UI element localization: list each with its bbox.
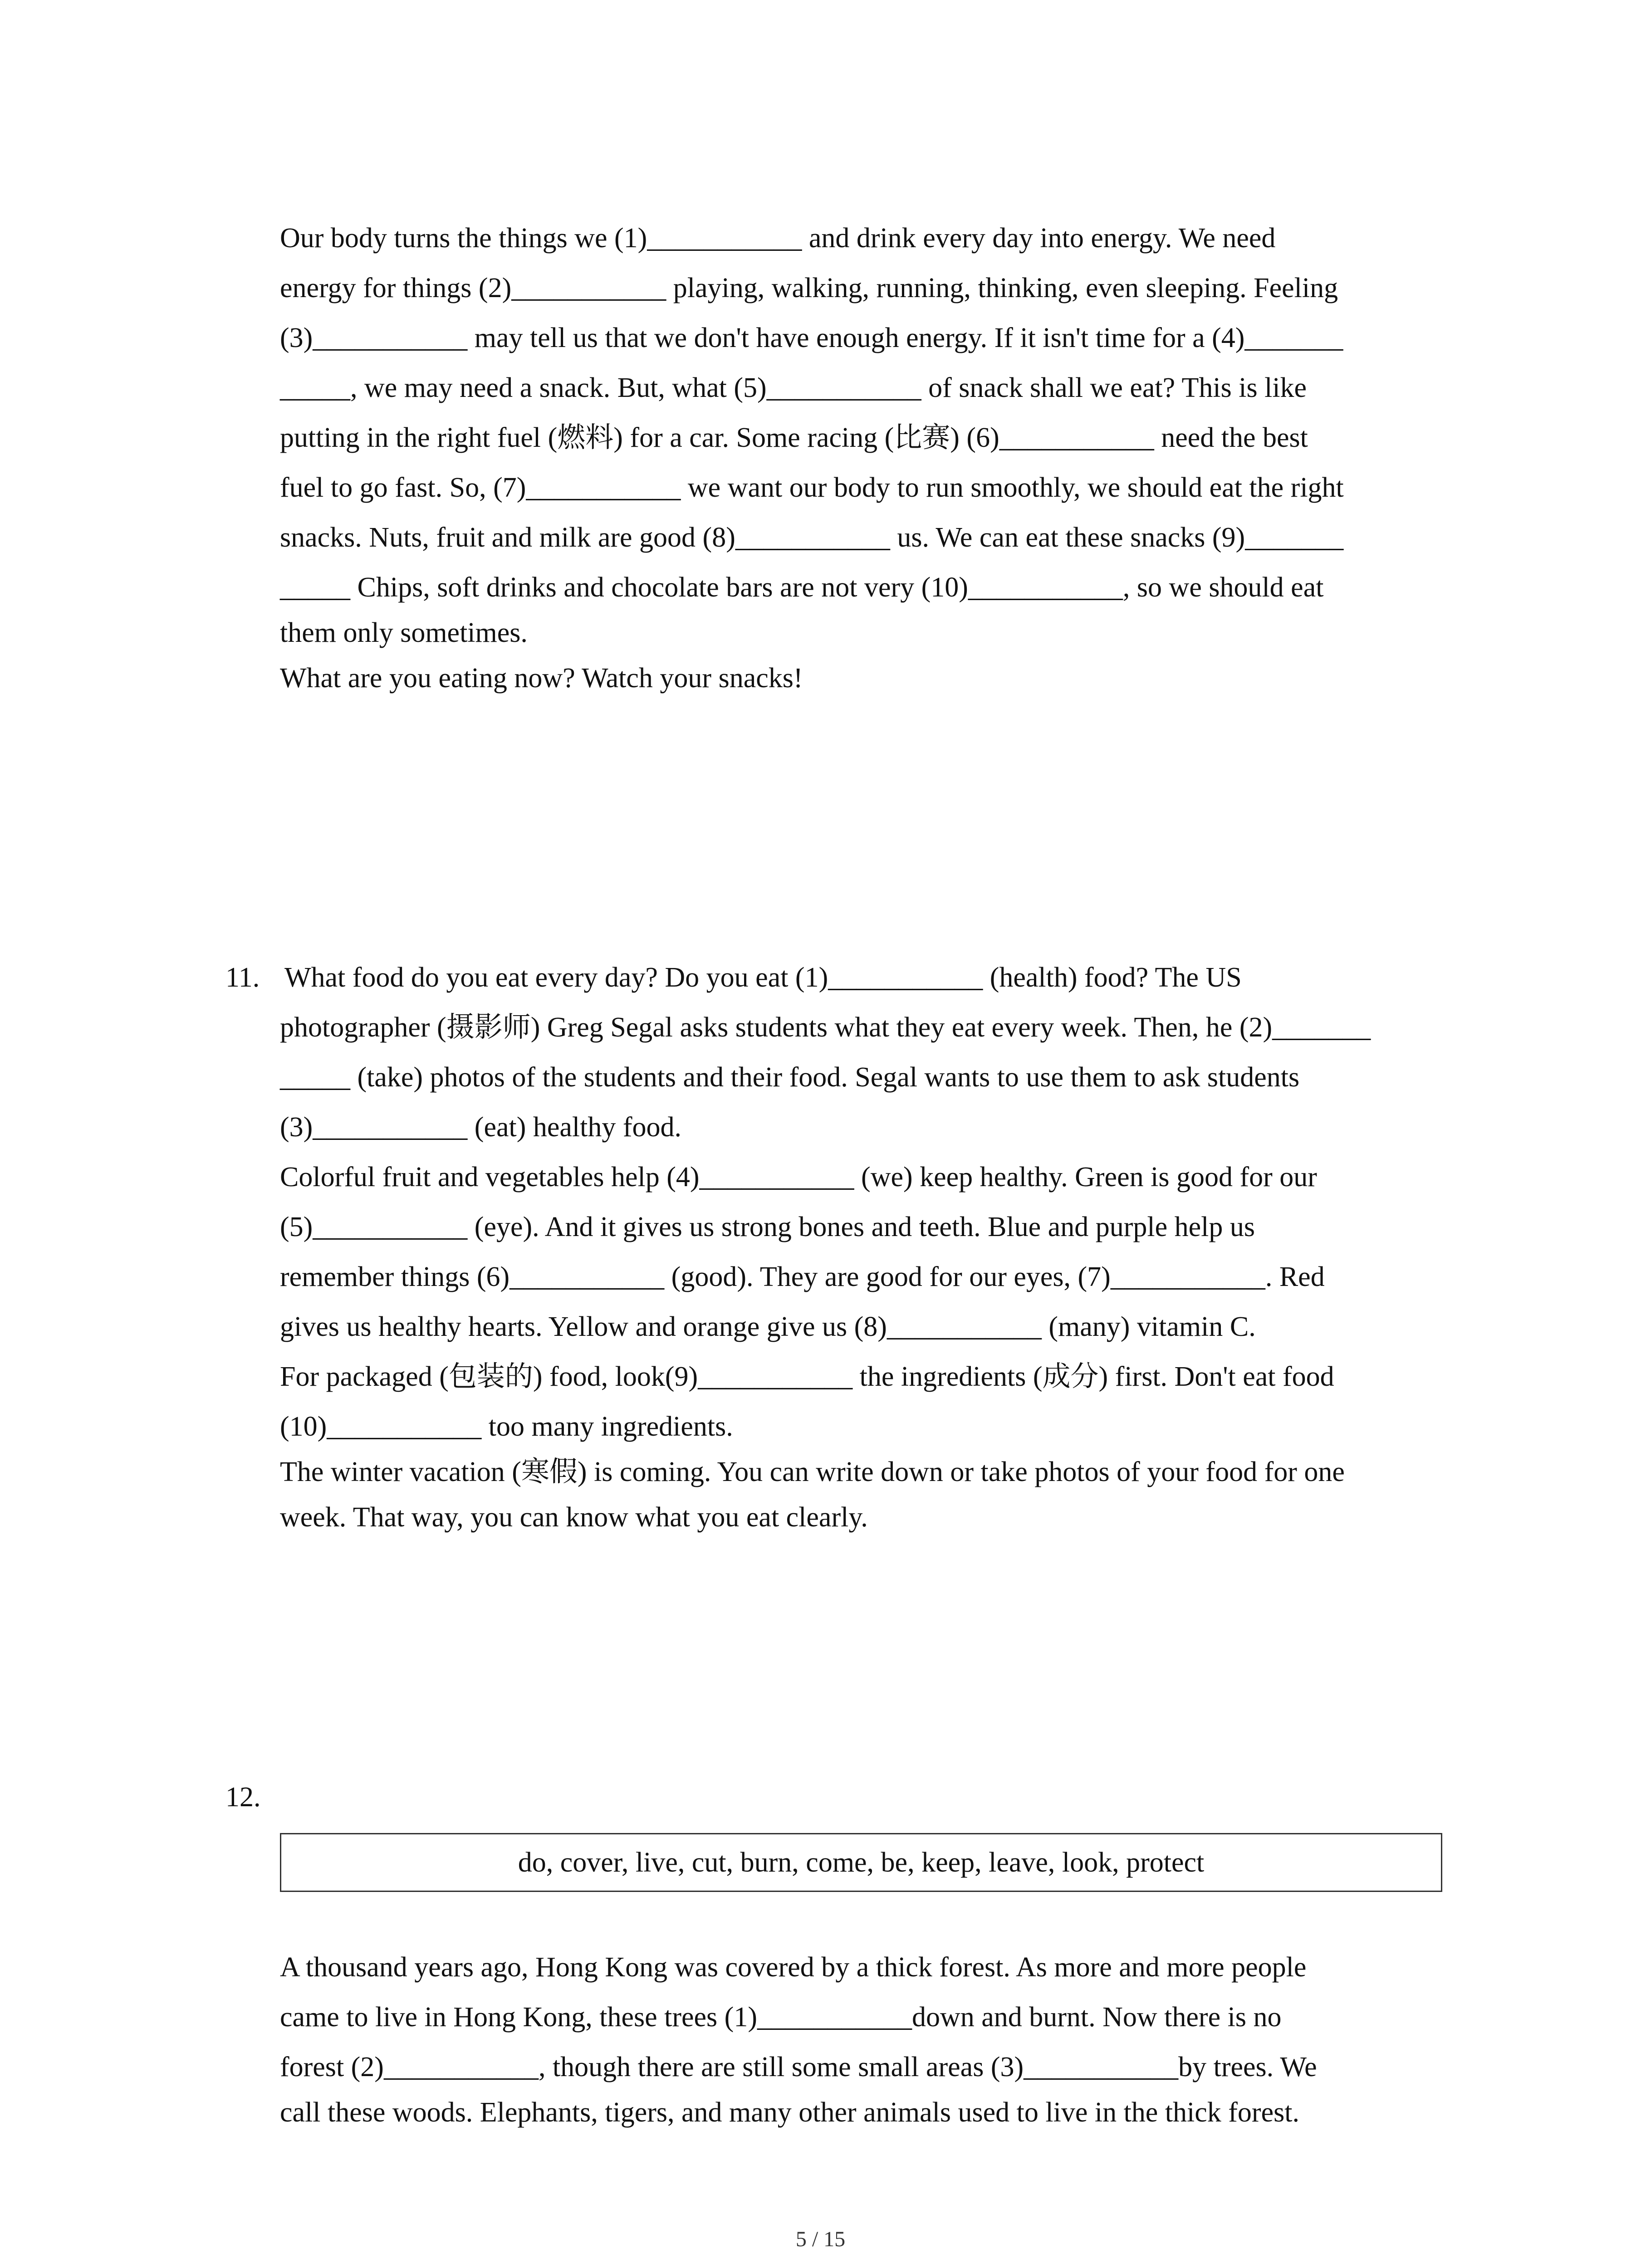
passage-line: snacks. Nuts, fruit and milk are good (8)___________ us. We can eat these snacks (9)_______ xyxy=(280,522,1344,553)
question-line: What food do you eat every day? Do you eat (1)___________ (health) food? The US xyxy=(284,962,1242,993)
question-line: photographer (摄影师) Greg Segal asks students what they eat every week. Then, he (2)_______ xyxy=(280,1012,1371,1043)
question-number: 11. xyxy=(225,962,260,993)
passage-line: fuel to go fast. So, (7)___________ we want our body to run smoothly, we should eat the right xyxy=(280,472,1344,503)
passage-line: energy for things (2)___________ playing, walking, running, thinking, even sleeping. Feeling xyxy=(280,273,1338,303)
passage-line: What are you eating now? Watch your snacks! xyxy=(280,663,803,694)
passage-line: _____ Chips, soft drinks and chocolate bars are not very (10)___________, so we should eat xyxy=(280,572,1324,603)
passage-line: _____, we may need a snack. But, what (5)___________ of snack shall we eat? This is like xyxy=(280,372,1307,403)
passage-line: Our body turns the things we (1)___________ and drink every day into energy. We need xyxy=(280,223,1276,254)
word-bank-box: do, cover, live, cut, burn, come, be, keep, leave, look, protect xyxy=(280,1833,1442,1892)
question-line: A thousand years ago, Hong Kong was covered by a thick forest. As more and more people xyxy=(280,1952,1307,1983)
passage-line: putting in the right fuel (燃料) for a car. Some racing (比赛) (6)___________ need the best xyxy=(280,422,1308,453)
question-line: For packaged (包装的) food, look(9)___________ the ingredients (成分) first. Don't eat food xyxy=(280,1361,1334,1392)
question-line: forest (2)___________, though there are still some small areas (3)___________by trees. We xyxy=(280,2052,1317,2082)
question-line: The winter vacation (寒假) is coming. You can write down or take photos of your food for one xyxy=(280,1457,1345,1487)
question-line: came to live in Hong Kong, these trees (1)___________down and burnt. Now there is no xyxy=(280,2002,1282,2033)
question-line: (10)___________ too many ingredients. xyxy=(280,1411,733,1442)
question-line: call these woods. Elephants, tigers, and many other animals used to live in the thick forest. xyxy=(280,2097,1299,2128)
passage-line: (3)___________ may tell us that we don't have enough energy. If it isn't time for a (4)_______ xyxy=(280,323,1343,353)
page-number: 5 / 15 xyxy=(795,2227,846,2251)
question-line: remember things (6)___________ (good). They are good for our eyes, (7)___________. Red xyxy=(280,1261,1325,1292)
question-line: _____ (take) photos of the students and their food. Segal wants to use them to ask students xyxy=(280,1062,1300,1093)
passage-line: them only sometimes. xyxy=(280,617,528,648)
question-line: (5)___________ (eye). And it gives us strong bones and teeth. Blue and purple help us xyxy=(280,1212,1255,1242)
question-number: 12. xyxy=(225,1782,261,1813)
question-line: week. That way, you can know what you eat clearly. xyxy=(280,1502,868,1533)
question-line: (3)___________ (eat) healthy food. xyxy=(280,1112,681,1143)
question-line: Colorful fruit and vegetables help (4)___________ (we) keep healthy. Green is good for our xyxy=(280,1162,1317,1193)
question-line: gives us healthy hearts. Yellow and orange give us (8)___________ (many) vitamin C. xyxy=(280,1311,1256,1342)
